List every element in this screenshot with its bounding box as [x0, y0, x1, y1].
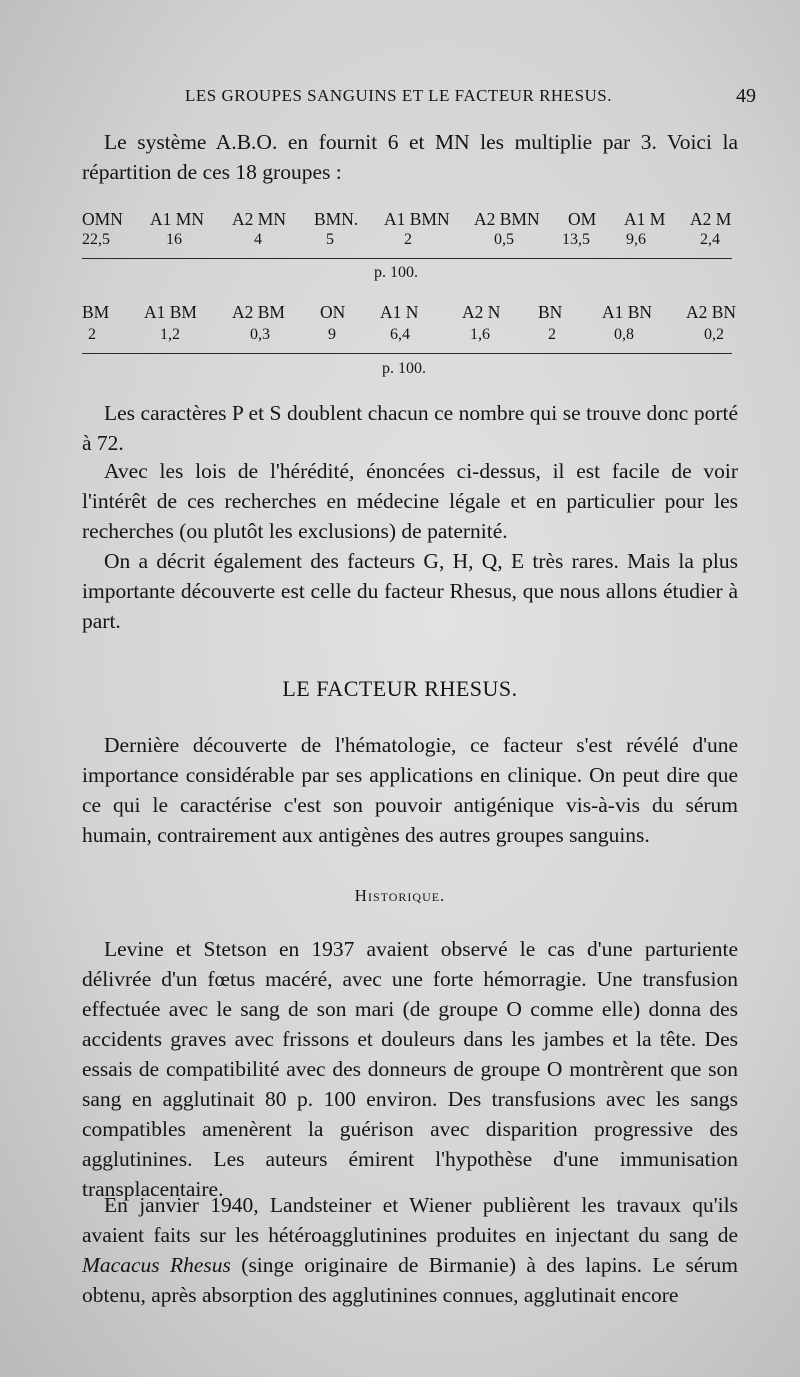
table-cell: 4 — [254, 231, 262, 248]
table-cell: 0,5 — [494, 231, 514, 248]
table-cell: 13,5 — [562, 231, 590, 248]
table-cell: OM — [568, 209, 597, 229]
table-cell: A2 M — [690, 209, 732, 229]
table-cell: 1,6 — [470, 326, 490, 343]
table-1-rule — [82, 258, 732, 259]
paragraph-text: On a décrit également des facteurs G, H, Q, E très rares. Mais la plus importante découverte est celle du facteur Rhesus, que nous allons étudier à part. — [82, 549, 738, 633]
paragraph-text: Les caractères P et S doublent chacun ce nombre qui se trouve donc porté à 72. — [82, 401, 738, 455]
table-cell: A2 MN — [232, 209, 286, 229]
table-1-header-row — [82, 209, 738, 231]
paragraph-levine-stetson — [82, 934, 738, 1204]
subsection-title: Historique. — [354, 886, 446, 905]
paragraph-rhesus-intro — [82, 730, 738, 850]
table-cell: A1 N — [380, 302, 419, 322]
table-cell: OMN — [82, 209, 123, 229]
table-cell: A1 M — [624, 209, 666, 229]
table-cell: BN — [538, 302, 563, 322]
running-title: LES GROUPES SANGUINS ET LE FACTEUR RHESUS. — [185, 86, 612, 105]
table-cell: 0,2 — [704, 326, 724, 343]
table-cell: 2 — [548, 326, 556, 343]
species-name: Macacus Rhesus — [82, 1253, 231, 1277]
table-cell: 6,4 — [390, 326, 410, 343]
table-cell: 16 — [166, 231, 182, 248]
paragraph-characters-ps — [82, 398, 738, 458]
paragraph-rare-factors — [82, 546, 738, 636]
running-header — [0, 86, 800, 110]
table-cell: 5 — [326, 231, 334, 248]
table-2-header-row — [82, 302, 738, 324]
table-cell: A1 BM — [144, 302, 197, 322]
table-cell: 2,4 — [700, 231, 720, 248]
table-cell: ON — [320, 302, 346, 322]
table-cell: A1 MN — [150, 209, 204, 229]
table-cell: BMN. — [314, 209, 359, 229]
table-cell: 9 — [328, 326, 336, 343]
table-cell: 9,6 — [626, 231, 646, 248]
table-1-unit-note: p. 100. — [374, 264, 418, 281]
table-1-value-row — [82, 231, 738, 253]
table-cell: BM — [82, 302, 110, 322]
table-2-value-row — [82, 326, 738, 348]
table-cell: A1 BMN — [384, 209, 450, 229]
paragraph-landsteiner-wiener — [82, 1190, 738, 1310]
table-cell: A1 BN — [602, 302, 653, 322]
paragraph-text: Levine et Stetson en 1937 avaient observé le cas d'une parturiente délivrée d'un fœtus macéré, avec une forte hémorragie. Une transfusion effectuée avec le sang de son mari (de groupe O comme elle) donna des accidents graves avec frissons et douleurs dans les jambes et la tête. Des essais de compatibilité avec des donneurs de groupe O montrèrent que son sang en agglutinait 80 p. 100 environ. Des transfusions avec les sangs compatibles amenèrent la guérison avec disparition progressive des agglutinines. Les auteurs émirent l'hypothèse d'une immunisation transplacentaire. — [82, 937, 738, 1201]
intro-paragraph — [82, 127, 738, 187]
table-cell: 1,2 — [160, 326, 180, 343]
paragraph-text: Dernière découverte de l'hématologie, ce facteur s'est révélé d'une importance considérable par ses applications en clinique. On peut dire que ce qui le caractérise c'est son pouvoir antigénique vis-à-vis du sérum humain, contrairement aux antigènes des autres groupes sanguins. — [82, 733, 738, 847]
table-2-unit-note: p. 100. — [382, 360, 426, 377]
paragraph-text: (singe originaire de Birmanie) à des lapins. Le sérum obtenu, après absorption des agglutinines connues, agglutinait encore — [82, 1253, 738, 1307]
intro-text: Le système A.B.O. en fournit 6 et MN les multiplie par 3. Voici la répartition de ces 18 groupes : — [82, 130, 738, 184]
paragraph-heredity — [82, 456, 738, 546]
table-cell: 22,5 — [82, 231, 110, 248]
paragraph-text: Avec les lois de l'hérédité, énoncées ci-dessus, il est facile de voir l'intérêt de ces recherches en médecine légale et en particulier pour les recherches (ou plutôt les exclusions) de paternité. — [82, 459, 738, 543]
paragraph-text: En janvier 1940, Landsteiner et Wiener publièrent les travaux qu'ils avaient faits sur les hétéroagglutinines produites en injectant du sang de — [82, 1193, 738, 1247]
table-cell: A2 BM — [232, 302, 285, 322]
table-cell: 0,8 — [614, 326, 634, 343]
section-title: LE FACTEUR RHESUS. — [282, 676, 518, 701]
table-cell: A2 BMN — [474, 209, 540, 229]
table-2-rule — [82, 353, 732, 354]
table-cell: A2 BN — [686, 302, 737, 322]
table-cell: A2 N — [462, 302, 501, 322]
table-cell: 0,3 — [250, 326, 270, 343]
table-cell: 2 — [88, 326, 96, 343]
page-number: 49 — [736, 85, 756, 107]
table-cell: 2 — [404, 231, 412, 248]
